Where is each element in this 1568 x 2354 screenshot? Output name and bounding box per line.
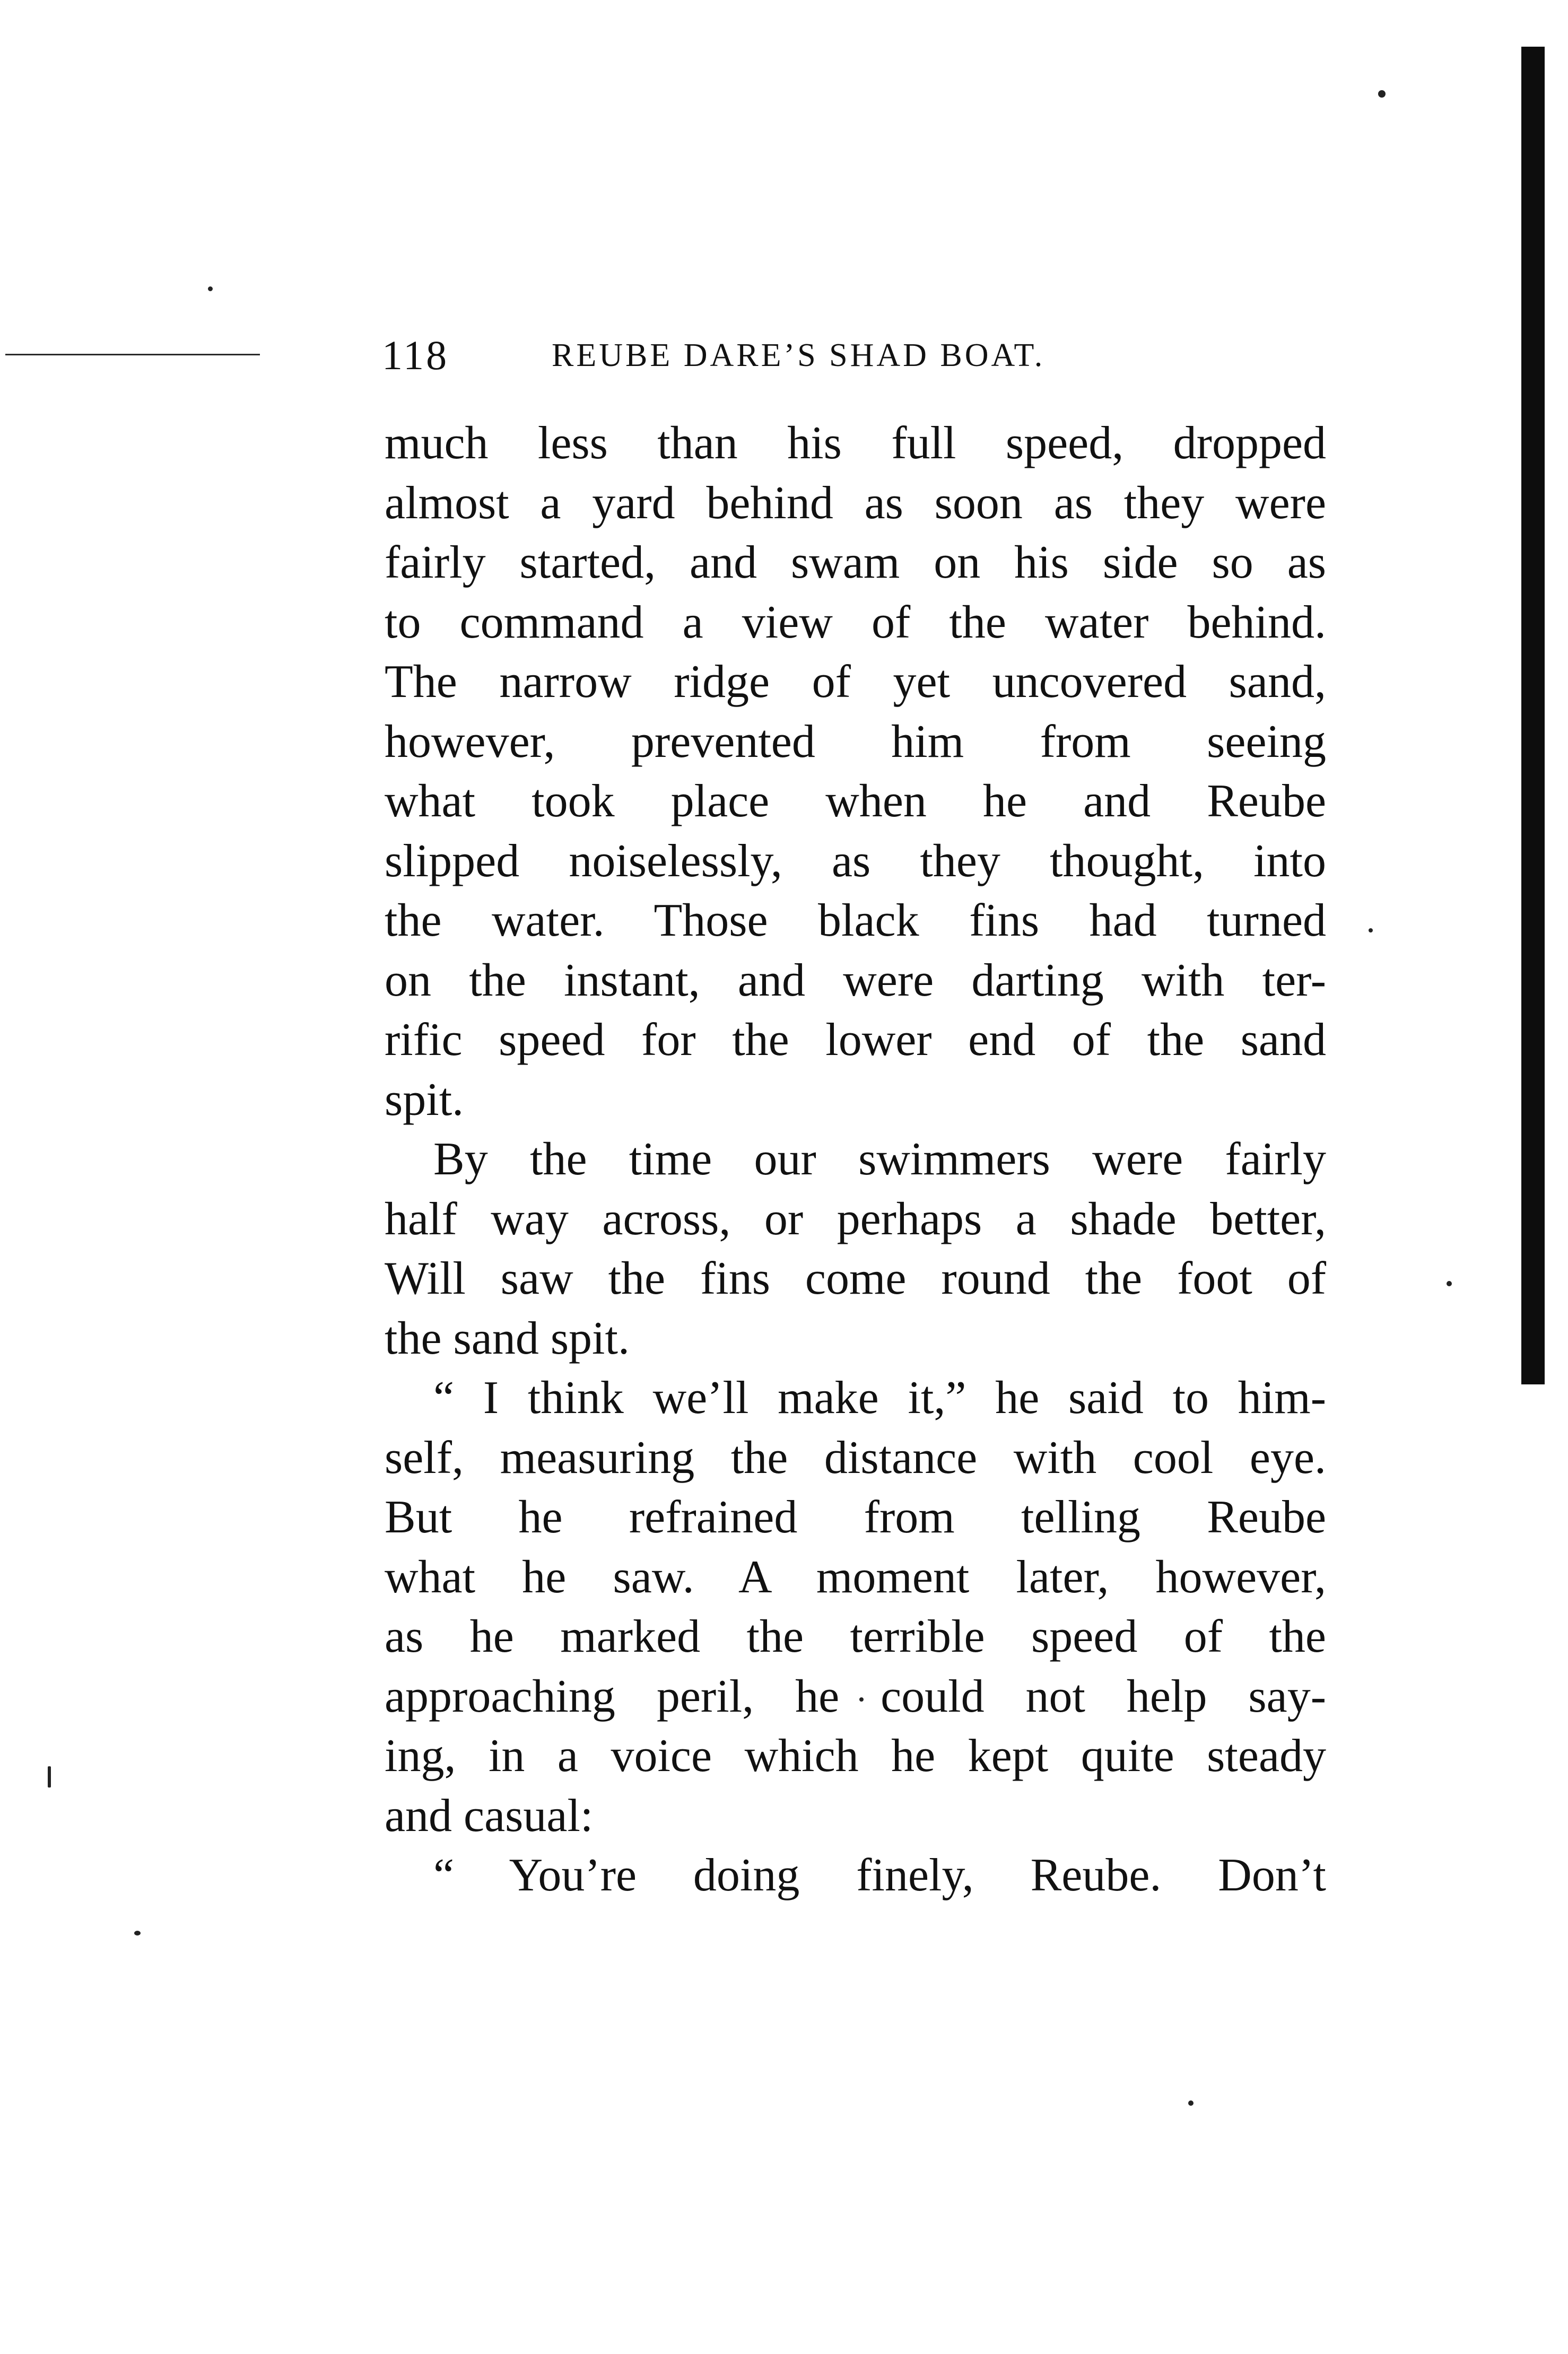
text-line: as he marked the terrible speed of the — [385, 1611, 1326, 1662]
text-line: The narrow ridge of yet uncovered sand, — [385, 656, 1326, 708]
text-line: and casual: — [385, 1790, 594, 1842]
scan-speck — [1447, 1281, 1452, 1286]
text-line: rific speed for the lower end of the sand — [385, 1014, 1326, 1066]
text-line: approaching peril, he could not help say- — [385, 1670, 1326, 1722]
text-line: on the instant, and were darting with ter- — [385, 954, 1326, 1006]
text-line: spit. — [385, 1074, 464, 1126]
running-head: REUBE DARE’S SHAD BOAT. — [552, 337, 1046, 373]
text-line: Will saw the fins come round the foot of — [385, 1253, 1326, 1304]
scan-margin-rule — [5, 354, 260, 355]
text-line: however, prevented him from seeing — [385, 716, 1326, 768]
text-line: “ You’re doing finely, Reube. Don’t — [433, 1850, 1326, 1901]
text-line: much less than his full speed, dropped — [385, 417, 1326, 469]
text-line: By the time our swimmers were fairly — [433, 1134, 1326, 1185]
page-header — [382, 326, 1363, 385]
scan-speck — [134, 1931, 141, 1935]
text-line: ing, in a voice which he kept quite steady — [385, 1730, 1326, 1782]
text-line: “ I think we’ll make it,” he said to him- — [433, 1372, 1326, 1424]
text-line: almost a yard behind as soon as they were — [385, 477, 1326, 529]
body-text — [385, 414, 1326, 1906]
scan-speck — [1188, 2100, 1194, 2106]
scan-edge-bar — [1521, 47, 1545, 1384]
text-line: self, measuring the distance with cool eye. — [385, 1432, 1326, 1484]
text-line: to command a view of the water behind. — [385, 596, 1326, 648]
scan-speck — [1369, 928, 1373, 932]
text-line: what he saw. A moment later, however, — [385, 1551, 1326, 1603]
text-line: what took place when he and Reube — [385, 775, 1326, 827]
text-line: But he refrained from telling Reube — [385, 1492, 1326, 1543]
page-number: 118 — [382, 332, 449, 378]
text-line: the sand spit. — [385, 1312, 630, 1364]
text-line: fairly started, and swam on his side so as — [385, 537, 1326, 588]
scan-speck — [208, 286, 213, 291]
scan-speck — [48, 1766, 51, 1788]
scan-speck — [1378, 90, 1386, 98]
text-line: the water. Those black fins had turned — [385, 895, 1326, 946]
text-line: half way across, or perhaps a shade better, — [385, 1193, 1326, 1245]
text-line: slipped noiselessly, as they thought, into — [385, 835, 1326, 887]
